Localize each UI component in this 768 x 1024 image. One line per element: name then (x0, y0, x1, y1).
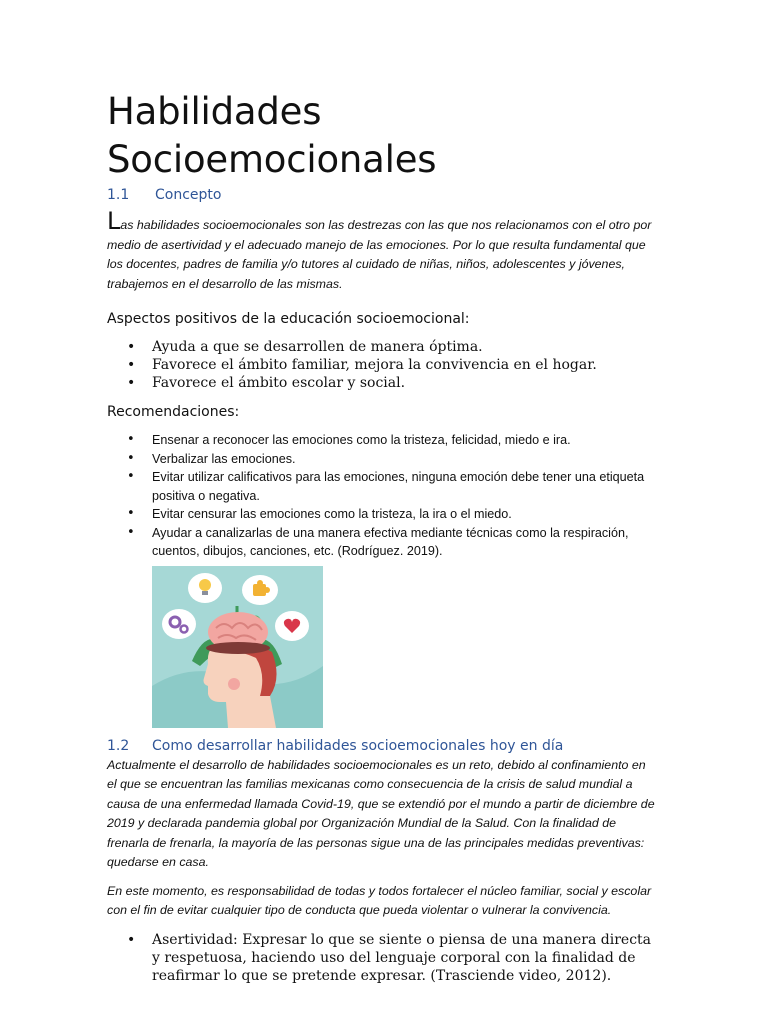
concept-text: as habilidades socioemocionales son las destrezas con las que nos relacionamos con el otro por medio de asertividad y el adecuado manejo de las emociones. Por lo que resulta fundamental que los docentes, padres de familia y/o tutores al cuidado de niñas, niños, adolescentes y jóvenes, trabajemos en el desarrollo de las mismas. (107, 218, 652, 291)
dropcap-letter: L (107, 207, 121, 235)
section-2-heading (107, 737, 657, 755)
bullet-icon: • (127, 931, 136, 948)
positives-label: Aspectos positivos de la educación socioemocional: (107, 311, 470, 327)
section-1-number: 1.1 (107, 187, 130, 203)
positives-list (107, 338, 657, 392)
list-item: • Favorece el ámbito escolar y social. (127, 375, 406, 391)
section-1-title: Concepto (155, 187, 222, 203)
bullet-icon: • (127, 375, 136, 391)
bullet-icon: • (127, 524, 135, 540)
bullet-icon: • (127, 357, 136, 373)
document-page (107, 88, 657, 985)
bullet-icon: • (127, 450, 135, 466)
responsibility-paragraph: En este momento, es responsabilidad de todas y todos fortalecer el núcleo familiar, social y escolar con el fin de evitar cualquier tipo de conducta que pueda violentar o vulnerar la convivencia. (107, 883, 652, 917)
list-item: • Evitar censurar las emociones como la tristeza, la ira o el miedo. (107, 505, 657, 524)
situation-paragraph: Actualmente el desarrollo de habilidades socioemocionales es un reto, debido al confinamiento en el que se encuentran las familias mexicanas como consecuencia de la crisis de salud mundial a causa de una enfermedad llamada Covid-19, que se extendió por el mundo a partir de diciembre de 2019 y declarada pandemia global por Organización Mundial de la Salud. Con la finalidad de frenarla de frenarla, la mayoría de las personas sigue una de las principales medidas preventivas: quedarse en casa. (107, 757, 655, 869)
concept-paragraph (107, 207, 657, 294)
assertiveness-list (107, 931, 657, 985)
brain-mind-illustration-icon (152, 566, 323, 728)
list-item: • Asertividad: Expresar lo que se siente o piensa de una manera directa y respetuosa, haciendo uso del lenguaje corporal con la finalidad de reafirmar lo que se pretende expresar. (Trasciende video, 2012). (127, 931, 652, 984)
bullet-icon: • (127, 432, 135, 447)
section-1-heading (107, 186, 657, 204)
list-item: • Evitar utilizar calificativos para las emociones, ninguna emoción debe tener una etiqueta positiva o negativa. (127, 469, 645, 503)
list-item: • Ayuda a que se desarrollen de manera óptima. (127, 339, 483, 355)
recommendations-label: Recomendaciones: (107, 404, 240, 420)
bullet-icon: • (127, 469, 135, 484)
section-2-title: Como desarrollar habilidades socioemocionales hoy en día (152, 737, 564, 754)
bullet-icon: • (127, 506, 135, 521)
list-item: • Ensenar a reconocer las emociones como la tristeza, felicidad, miedo e ira. (107, 431, 657, 450)
section-2-number: 1.2 (107, 737, 130, 754)
recommendations-list (107, 431, 657, 561)
list-item: • Favorece el ámbito familiar, mejora la convivencia en el hogar. (127, 357, 597, 373)
bullet-icon: • (127, 339, 136, 355)
list-item: • Verbalizar las emociones. (107, 450, 657, 469)
list-item: • Ayudar a canalizarlas de una manera efectiva mediante técnicas como la respiración, cuentos, dibujos, canciones, etc. (Rodríguez. 2019). (127, 524, 629, 558)
document-title: Habilidades Socioemocionales (107, 90, 437, 181)
